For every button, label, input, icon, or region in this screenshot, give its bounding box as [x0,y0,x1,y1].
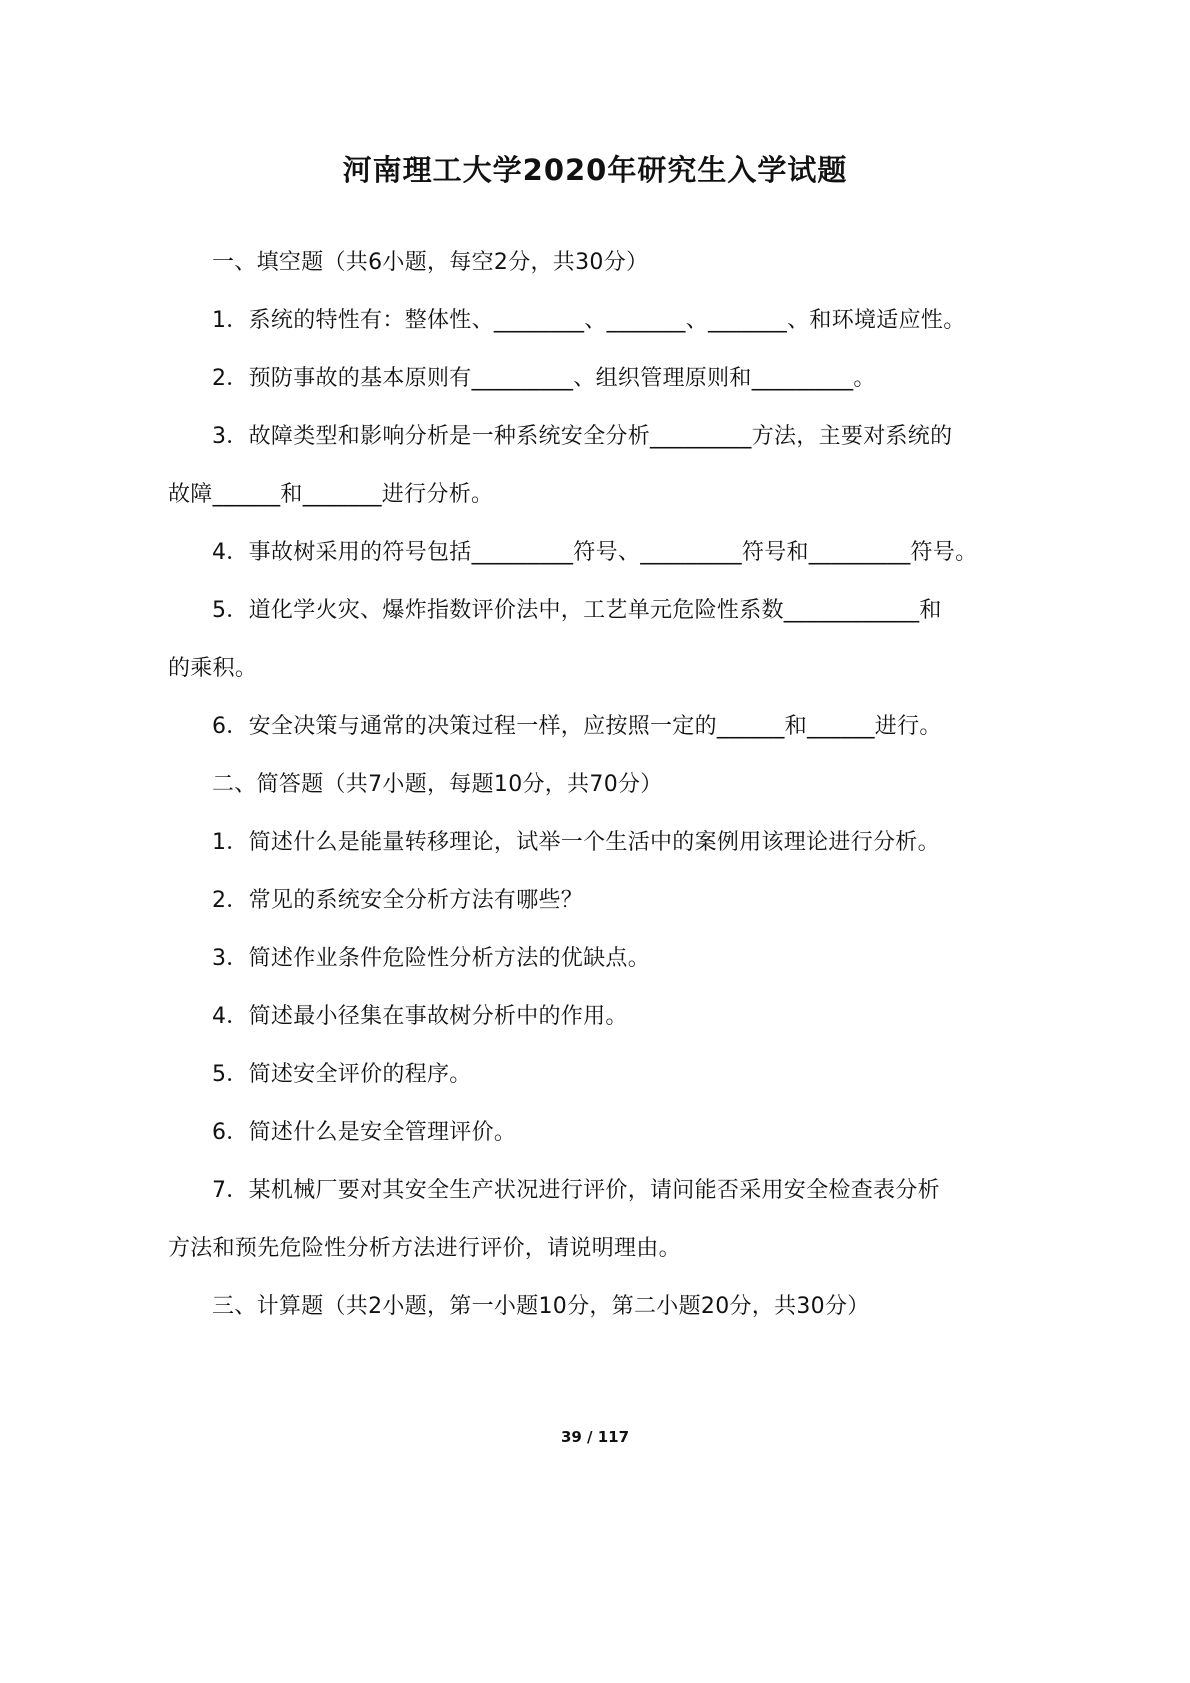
exam-title: 河南理工大学2020年研究生入学试题 [342,153,848,187]
question-line: 2．常见的系统安全分析方法有哪些？ [212,888,584,913]
section-heading-calculation: 三、计算题（共2小题，第一小题10分，第二小题20分，共30分） [212,1294,870,1319]
question-line: 2．预防事故的基本原则有_________、组织管理原则和_________。 [212,366,876,391]
question-line: 6．简述什么是安全管理评价。 [212,1120,517,1145]
question-line: 3．简述作业条件危险性分析方法的优缺点。 [212,946,650,971]
section-heading-short-answer: 二、简答题（共7小题，每题10分，共70分） [212,772,663,797]
question-line: 5．道化学火灾、爆炸指数评价法中，工艺单元危险性系数____________和 [212,598,942,623]
question-line: 7．某机械厂要对其安全生产状况进行评价，请问能否采用安全检查表分析 [212,1178,940,1203]
question-line: 1．系统的特性有：整体性、________、_______、_______、和环境适应性。 [212,308,966,333]
question-line: 4．事故树采用的符号包括_________符号、_________符号和_________符号。 [212,540,978,565]
question-line-continued: 故障______和_______进行分析。 [168,482,494,507]
question-line-continued: 的乘积。 [168,656,258,681]
question-line: 3．故障类型和影响分析是一种系统安全分析_________方法，主要对系统的 [212,424,953,449]
question-line: 5．简述安全评价的程序。 [212,1062,472,1087]
section-heading-fill-blank: 一、填空题（共6小题，每空2分，共30分） [212,250,649,275]
question-line: 1．简述什么是能量转移理论，试举一个生活中的案例用该理论进行分析。 [212,830,940,855]
question-line-continued: 方法和预先危险性分析方法进行评价，请说明理由。 [168,1236,681,1261]
exam-body [168,234,978,1336]
question-line: 4．简述最小径集在事故树分析中的作用。 [212,1004,628,1029]
question-line: 6．安全决策与通常的决策过程一样，应按照一定的______和______进行。 [212,714,942,739]
page-number: 39 / 117 [560,1428,630,1446]
